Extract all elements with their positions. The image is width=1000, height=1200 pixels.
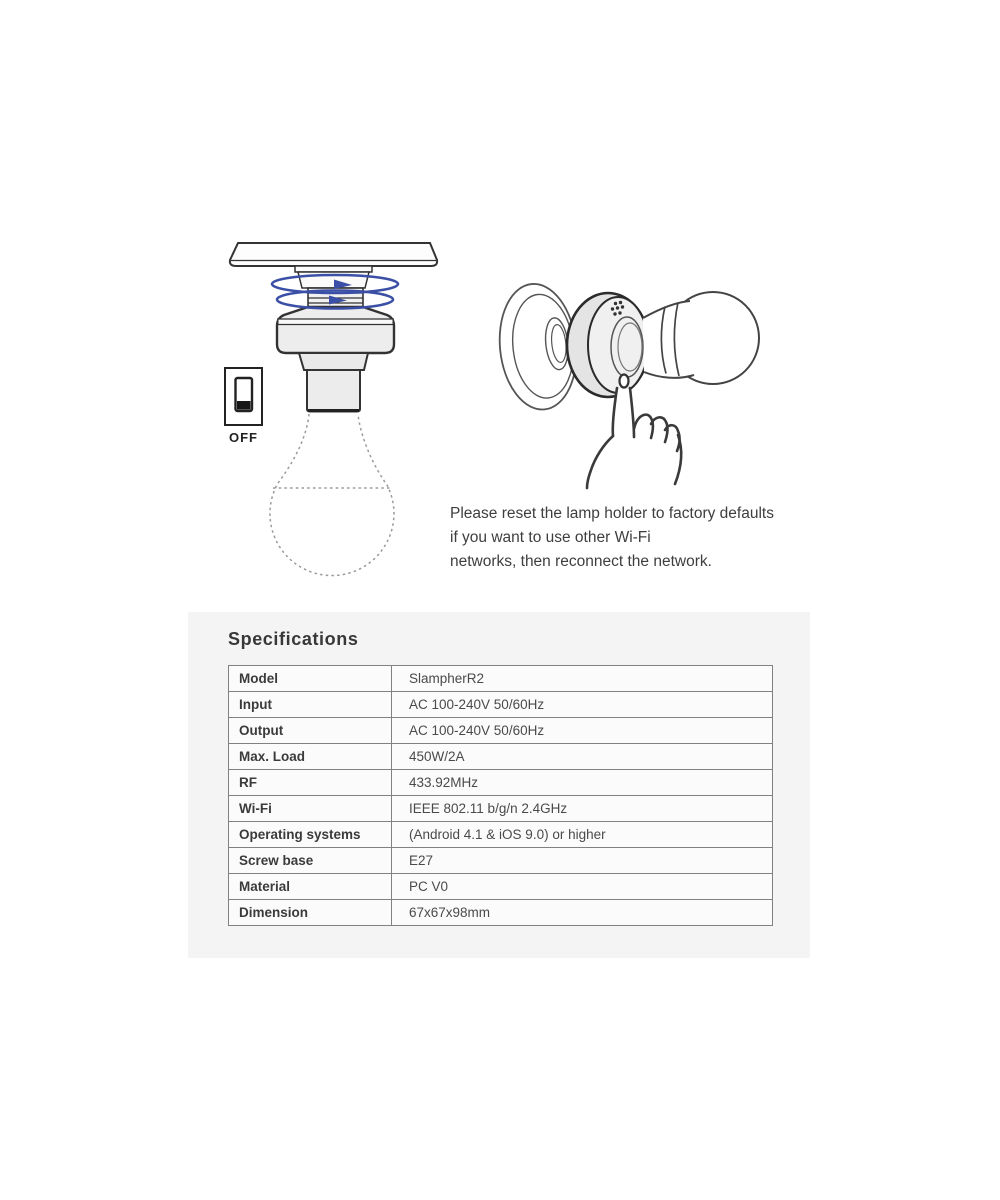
reset-button-icon bbox=[620, 375, 629, 388]
dashed-bulb-outline-icon bbox=[270, 414, 394, 576]
table-row bbox=[229, 848, 773, 874]
table-row bbox=[229, 900, 773, 926]
spec-label: RF bbox=[229, 770, 392, 796]
spec-value: E27 bbox=[392, 848, 773, 874]
spec-label: Input bbox=[229, 692, 392, 718]
spec-value: 433.92MHz bbox=[392, 770, 773, 796]
table-row bbox=[229, 666, 773, 692]
table-row bbox=[229, 770, 773, 796]
spec-value: AC 100-240V 50/60Hz bbox=[392, 718, 773, 744]
wall-switch-off-icon bbox=[225, 368, 262, 445]
install-illustration bbox=[190, 235, 460, 595]
spec-value: 67x67x98mm bbox=[392, 900, 773, 926]
spec-label: Operating systems bbox=[229, 822, 392, 848]
ceiling-plate-icon bbox=[230, 243, 437, 288]
specifications-table bbox=[228, 665, 773, 926]
spec-value: SlampherR2 bbox=[392, 666, 773, 692]
table-row bbox=[229, 718, 773, 744]
table-row bbox=[229, 874, 773, 900]
table-row bbox=[229, 822, 773, 848]
spec-label: Max. Load bbox=[229, 744, 392, 770]
spec-label: Model bbox=[229, 666, 392, 692]
spec-label: Material bbox=[229, 874, 392, 900]
lamp-holder-body-icon bbox=[277, 307, 394, 412]
specifications-title: Specifications bbox=[228, 629, 359, 649]
spec-label: Wi-Fi bbox=[229, 796, 392, 822]
hand-pressing-icon bbox=[587, 388, 682, 488]
spec-value: (Android 4.1 & iOS 9.0) or higher bbox=[392, 822, 773, 848]
table-row bbox=[229, 692, 773, 718]
table-row bbox=[229, 744, 773, 770]
reset-illustration bbox=[485, 268, 785, 498]
spec-value: PC V0 bbox=[392, 874, 773, 900]
specifications-panel bbox=[188, 612, 810, 958]
spec-value: 450W/2A bbox=[392, 744, 773, 770]
table-row bbox=[229, 796, 773, 822]
spec-label: Dimension bbox=[229, 900, 392, 926]
reset-caption bbox=[450, 502, 800, 574]
caption-line: Please reset the lamp holder to factory defaults bbox=[450, 505, 774, 522]
spec-label: Output bbox=[229, 718, 392, 744]
caption-line: networks, then reconnect the network. bbox=[450, 553, 712, 570]
off-label: OFF bbox=[229, 430, 258, 445]
caption-line: if you want to use other Wi-Fi bbox=[450, 529, 651, 546]
spec-label: Screw base bbox=[229, 848, 392, 874]
spec-value: AC 100-240V 50/60Hz bbox=[392, 692, 773, 718]
spec-value: IEEE 802.11 b/g/n 2.4GHz bbox=[392, 796, 773, 822]
slampher-device-icon bbox=[567, 293, 694, 397]
